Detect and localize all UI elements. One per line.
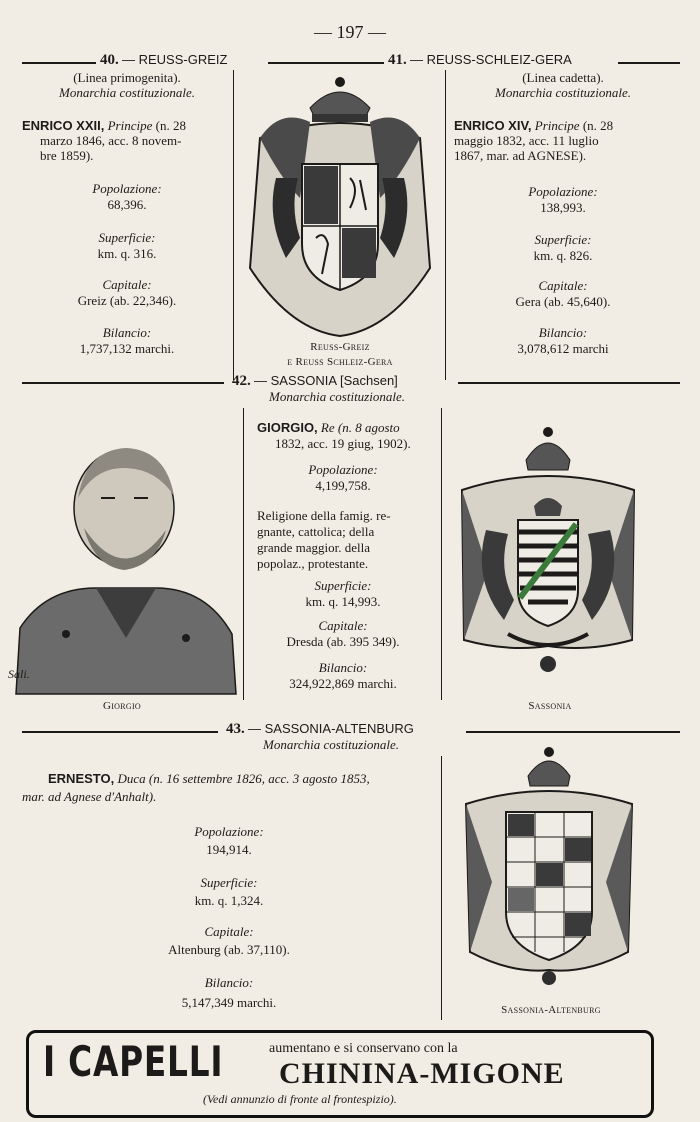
section-42-capital xyxy=(246,618,440,650)
section-40-ruler xyxy=(22,118,228,163)
section-43-ruler-birth: Duca (n. 16 settembre 1826, acc. 3 agosto 1853, xyxy=(114,771,370,786)
section-42-area xyxy=(246,578,440,610)
section-41-population xyxy=(448,184,678,216)
section-40-budget-label: Bilancio: xyxy=(102,325,152,340)
section-41-ruler-line2: maggio 1832, acc. 11 luglio xyxy=(454,133,599,148)
section-43-budget-value: 5,147,349 marchi. xyxy=(181,995,277,1010)
section-42-capital-value: Dresda (ab. 395 349). xyxy=(286,634,400,649)
section-42-religion-line1: Religione della famig. re- xyxy=(257,508,391,523)
reuss-arms-caption-line2: e Reuss Schleiz-Gera xyxy=(287,356,393,368)
section-40-ruler-line3: bre 1859). xyxy=(40,148,94,163)
sassonia-arms-caption: Sassonia xyxy=(528,700,572,712)
section-41-capital-value: Gera (ab. 45,640). xyxy=(515,294,611,309)
column-divider-bottom xyxy=(441,756,442,1020)
section-41-capital-label: Capitale: xyxy=(538,278,588,293)
section-43-area-label: Superficie: xyxy=(200,875,258,890)
rule-top-left xyxy=(22,62,96,64)
section-42-ruler-name: GIORGIO, xyxy=(257,420,318,435)
section-41-population-label: Popolazione: xyxy=(528,184,598,199)
sassonia-altenburg-coat-of-arms xyxy=(456,742,642,996)
reuss-arms-caption xyxy=(236,340,444,370)
section-42-heading xyxy=(232,373,398,390)
section-40-ruler-name: ENRICO XXII, xyxy=(22,118,105,133)
column-divider-top-right xyxy=(445,70,446,380)
rule-43-left xyxy=(22,731,218,733)
section-42-religion-line2: gnante, cattolica; della xyxy=(257,524,375,539)
column-divider-top-left xyxy=(233,70,234,380)
section-41-area-value: km. q. 826. xyxy=(533,248,593,263)
ad-headline: I CAPELLI xyxy=(43,1037,224,1086)
section-43-population-value: 194,914. xyxy=(206,842,252,857)
advertisement-box xyxy=(26,1030,654,1118)
section-40-population xyxy=(22,181,232,213)
section-40-ruler-title: Principe xyxy=(107,118,153,133)
section-43-heading xyxy=(226,721,414,738)
page-number: — 197 — xyxy=(314,22,386,42)
section-40-ruler-line2: marzo 1846, acc. 8 novem- xyxy=(40,133,182,148)
section-41-area-label: Superficie: xyxy=(534,232,592,247)
section-43-area xyxy=(22,874,436,910)
section-42-name: — SASSONIA [Sachsen] xyxy=(254,373,398,388)
section-40-name: — REUSS-GREIZ xyxy=(122,52,228,67)
section-41-subtitle xyxy=(448,70,678,100)
section-40-monarchy: Monarchia costituzionale. xyxy=(58,85,195,100)
section-43-ruler xyxy=(22,770,436,806)
section-41-heading xyxy=(388,52,572,69)
section-43-ruler-name: ERNESTO, xyxy=(48,771,115,786)
rule-42-right xyxy=(458,382,680,384)
section-41-budget xyxy=(448,325,678,357)
section-42-population-value: 4,199,758. xyxy=(315,478,371,493)
section-42-ruler-birth: Re (n. 8 agosto xyxy=(317,420,400,435)
section-42-religion-line4: popolaz., protestante. xyxy=(257,556,369,571)
ad-brand: CHININA-MIGONE xyxy=(279,1057,565,1090)
reuss-coat-of-arms xyxy=(240,68,440,340)
reuss-arms-caption-line1: Reuss-Greiz xyxy=(310,341,370,353)
section-42-religion xyxy=(257,508,439,572)
section-41-number: 41. xyxy=(388,52,407,68)
section-41-ruler-name: ENRICO XIV, xyxy=(454,118,532,133)
section-41-name: — REUSS-SCHLEIZ-GERA xyxy=(410,52,572,67)
section-43-area-value: km. q. 1,324. xyxy=(194,893,264,908)
rule-top-middle xyxy=(268,62,384,64)
section-42-capital-label: Capitale: xyxy=(318,618,368,633)
section-40-area-label: Superficie: xyxy=(98,230,156,245)
section-41-ruler xyxy=(454,118,684,163)
section-43-monarchy: Monarchia costituzionale. xyxy=(262,737,399,752)
section-42-budget-label: Bilancio: xyxy=(318,660,368,675)
section-43-capital xyxy=(22,923,436,959)
section-42-area-value: km. q. 14,993. xyxy=(305,594,381,609)
ad-tagline: aumentano e si conservano con la xyxy=(269,1041,458,1056)
section-40-line: (Linea primogenita). xyxy=(73,70,181,85)
section-40-budget xyxy=(22,325,232,357)
section-40-ruler-birth: (n. 28 xyxy=(152,118,186,133)
section-42-population-label: Popolazione: xyxy=(308,462,378,477)
section-42-area-label: Superficie: xyxy=(314,578,372,593)
section-43-ruler-line2: mar. ad Agnese d'Anhalt). xyxy=(22,789,157,804)
section-41-line: (Linea cadetta). xyxy=(522,70,604,85)
section-41-monarchy: Monarchia costituzionale. xyxy=(494,85,631,100)
section-42-ruler xyxy=(257,420,439,452)
section-42-budget xyxy=(246,660,440,692)
portrait-giorgio xyxy=(6,438,238,694)
section-40-capital-label: Capitale: xyxy=(102,277,152,292)
section-43-budget xyxy=(22,973,436,1013)
section-43-budget-label: Bilancio: xyxy=(204,975,254,990)
section-41-capital xyxy=(448,278,678,310)
section-40-area-value: km. q. 316. xyxy=(97,246,157,261)
section-40-population-label: Popolazione: xyxy=(92,181,162,196)
section-41-ruler-title: Principe xyxy=(534,118,580,133)
section-43-capital-value: Altenburg (ab. 37,110). xyxy=(168,942,290,957)
section-42-number: 42. xyxy=(232,373,251,389)
section-41-ruler-line3: 1867, mar. ad AGNESE). xyxy=(454,148,587,163)
section-43-number: 43. xyxy=(226,721,245,737)
portrait-caption: Giorgio xyxy=(102,700,142,712)
section-40-capital xyxy=(22,277,232,309)
section-41-area xyxy=(448,232,678,264)
ad-note: (Vedi annunzio di fronte al frontespizio). xyxy=(203,1092,397,1106)
section-42-monarchy: Monarchia costituzionale. xyxy=(268,389,405,404)
sassonia-coat-of-arms xyxy=(448,420,648,690)
rule-top-right xyxy=(618,62,680,64)
column-divider-mid-right xyxy=(441,408,442,700)
section-40-subtitle xyxy=(22,70,232,100)
column-divider-mid-left xyxy=(243,408,244,700)
section-40-population-value: 68,396. xyxy=(107,197,147,212)
section-41-budget-value: 3,078,612 marchi xyxy=(517,341,609,356)
section-41-ruler-birth: (n. 28 xyxy=(579,118,614,133)
section-40-capital-value: Greiz (ab. 22,346). xyxy=(77,293,177,308)
section-42-ruler-line2: 1832, acc. 19 giug, 1902). xyxy=(275,436,411,451)
section-42-population xyxy=(246,462,440,494)
section-43-name: — SASSONIA-ALTENBURG xyxy=(248,721,414,736)
section-40-number: 40. xyxy=(100,52,119,68)
section-40-heading xyxy=(100,52,227,69)
section-41-budget-label: Bilancio: xyxy=(538,325,588,340)
section-43-population xyxy=(22,823,436,859)
portrait-signature: Sali. xyxy=(8,667,30,681)
section-40-budget-value: 1,737,132 marchi. xyxy=(79,341,175,356)
sassonia-altenburg-arms-caption: Sassonia-Altenburg xyxy=(501,1004,601,1016)
section-42-religion-line3: grande maggior. della xyxy=(257,540,370,555)
section-43-capital-label: Capitale: xyxy=(204,924,254,939)
rule-42-left xyxy=(22,382,224,384)
section-42-budget-value: 324,922,869 marchi. xyxy=(289,676,397,691)
rule-43-right xyxy=(466,731,680,733)
section-41-population-value: 138,993. xyxy=(540,200,586,215)
section-40-area xyxy=(22,230,232,262)
section-43-population-label: Popolazione: xyxy=(194,824,264,839)
